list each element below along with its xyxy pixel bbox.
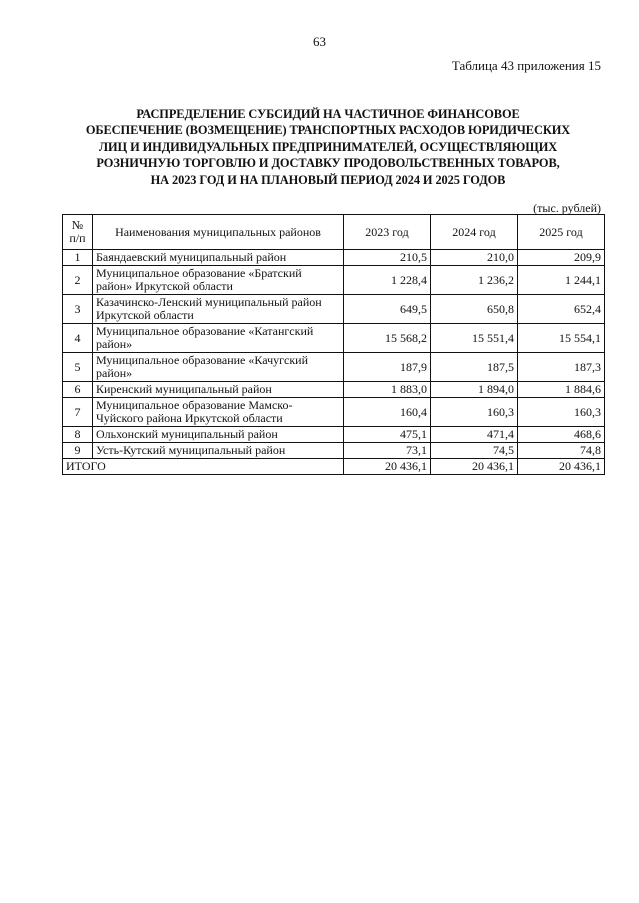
row-district-name (93, 353, 344, 382)
header-number-line: № (71, 218, 84, 232)
table-reference: Таблица 43 приложения 15 (451, 58, 601, 73)
row-district-name (93, 398, 344, 427)
row-number: 8 (63, 427, 93, 443)
row-value-2023: 649,5 (344, 295, 431, 324)
row-district-name (93, 324, 344, 353)
subsidy-table (62, 214, 605, 475)
table-row (63, 398, 605, 427)
total-value-2023: 20 436,1 (344, 459, 431, 475)
row-value-2023: 187,9 (344, 353, 431, 382)
row-value-2023: 160,4 (344, 398, 431, 427)
header-2025: 2025 год (518, 215, 605, 250)
total-value-2024: 20 436,1 (431, 459, 518, 475)
row-value-2023: 1 883,0 (344, 382, 431, 398)
header-number-line: п/п (69, 231, 86, 245)
table-header-row (63, 215, 605, 250)
row-value-2023: 475,1 (344, 427, 431, 443)
district-name-line: Чуйского района Иркутской области (96, 411, 283, 425)
table-body (63, 250, 605, 475)
district-name-line: Казачинско-Ленский муниципальный район (96, 295, 322, 309)
header-number (63, 215, 93, 250)
row-number: 3 (63, 295, 93, 324)
row-district-name (93, 443, 344, 459)
row-district-name (93, 382, 344, 398)
row-value-2024: 1 236,2 (431, 266, 518, 295)
row-number: 2 (63, 266, 93, 295)
row-number: 6 (63, 382, 93, 398)
title-line: РОЗНИЧНУЮ ТОРГОВЛЮ И ДОСТАВКУ ПРОДОВОЛЬСТВЕННЫХ ТОВАРОВ, (96, 156, 560, 171)
row-value-2025: 1 244,1 (518, 266, 605, 295)
district-name-line: Киренский муниципальный район (96, 382, 272, 396)
row-district-name (93, 250, 344, 266)
row-number: 7 (63, 398, 93, 427)
header-2023: 2023 год (344, 215, 431, 250)
row-value-2025: 74,8 (518, 443, 605, 459)
table-row (63, 295, 605, 324)
district-name-line: район» (96, 366, 133, 380)
page-number: 63 (313, 34, 326, 49)
district-name-line: Баяндаевский муниципальный район (96, 250, 287, 264)
title-line: РАСПРЕДЕЛЕНИЕ СУБСИДИЙ НА ЧАСТИЧНОЕ ФИНАНСОВОЕ (136, 107, 520, 121)
district-name-line: Ольхонский муниципальный район (96, 427, 278, 441)
row-value-2023: 1 228,4 (344, 266, 431, 295)
table-row (63, 353, 605, 382)
title-line: ОБЕСПЕЧЕНИЕ (ВОЗМЕЩЕНИЕ) ТРАНСПОРТНЫХ РАСХОДОВ ЮРИДИЧЕСКИХ (85, 123, 571, 138)
row-value-2024: 471,4 (431, 427, 518, 443)
total-label: ИТОГО (63, 459, 344, 475)
district-name-line: Усть-Кутский муниципальный район (96, 443, 286, 457)
table-row (63, 250, 605, 266)
header-2024: 2024 год (431, 215, 518, 250)
row-number: 1 (63, 250, 93, 266)
district-name-line: Муниципальное образование «Качугский (96, 353, 309, 367)
row-district-name (93, 427, 344, 443)
table-row (63, 427, 605, 443)
district-name-line: Иркутской области (96, 308, 194, 322)
table-total-row (63, 459, 605, 475)
row-value-2024: 187,5 (431, 353, 518, 382)
row-value-2023: 210,5 (344, 250, 431, 266)
total-value-2025: 20 436,1 (518, 459, 605, 475)
row-value-2024: 650,8 (431, 295, 518, 324)
row-number: 5 (63, 353, 93, 382)
row-value-2025: 209,9 (518, 250, 605, 266)
table-row (63, 266, 605, 295)
district-name-line: Муниципальное образование Мамско- (96, 398, 293, 412)
district-name-line: район» Иркутской области (96, 279, 233, 293)
row-number: 4 (63, 324, 93, 353)
row-value-2023: 73,1 (344, 443, 431, 459)
row-value-2024: 15 551,4 (431, 324, 518, 353)
row-value-2025: 468,6 (518, 427, 605, 443)
row-value-2024: 160,3 (431, 398, 518, 427)
title-line: НА 2023 ГОД И НА ПЛАНОВЫЙ ПЕРИОД 2024 И 2025 ГОДОВ (150, 172, 506, 187)
table-row (63, 382, 605, 398)
header-name: Наименования муниципальных районов (93, 215, 344, 250)
row-value-2025: 160,3 (518, 398, 605, 427)
units-label: (тыс. рублей) (533, 201, 601, 215)
row-district-name (93, 266, 344, 295)
district-name-line: Муниципальное образование «Братский (96, 266, 302, 280)
row-number: 9 (63, 443, 93, 459)
title-line: ЛИЦ И ИНДИВИДУАЛЬНЫХ ПРЕДПРИНИМАТЕЛЕЙ, ОСУЩЕСТВЛЯЮЩИХ (98, 139, 558, 154)
table-row (63, 443, 605, 459)
row-district-name (93, 295, 344, 324)
row-value-2025: 1 884,6 (518, 382, 605, 398)
document-title (58, 106, 598, 188)
row-value-2024: 210,0 (431, 250, 518, 266)
district-name-line: Муниципальное образование «Катангский (96, 324, 314, 338)
row-value-2025: 652,4 (518, 295, 605, 324)
row-value-2023: 15 568,2 (344, 324, 431, 353)
row-value-2025: 187,3 (518, 353, 605, 382)
row-value-2025: 15 554,1 (518, 324, 605, 353)
row-value-2024: 1 894,0 (431, 382, 518, 398)
table-row (63, 324, 605, 353)
district-name-line: район» (96, 337, 133, 351)
row-value-2024: 74,5 (431, 443, 518, 459)
